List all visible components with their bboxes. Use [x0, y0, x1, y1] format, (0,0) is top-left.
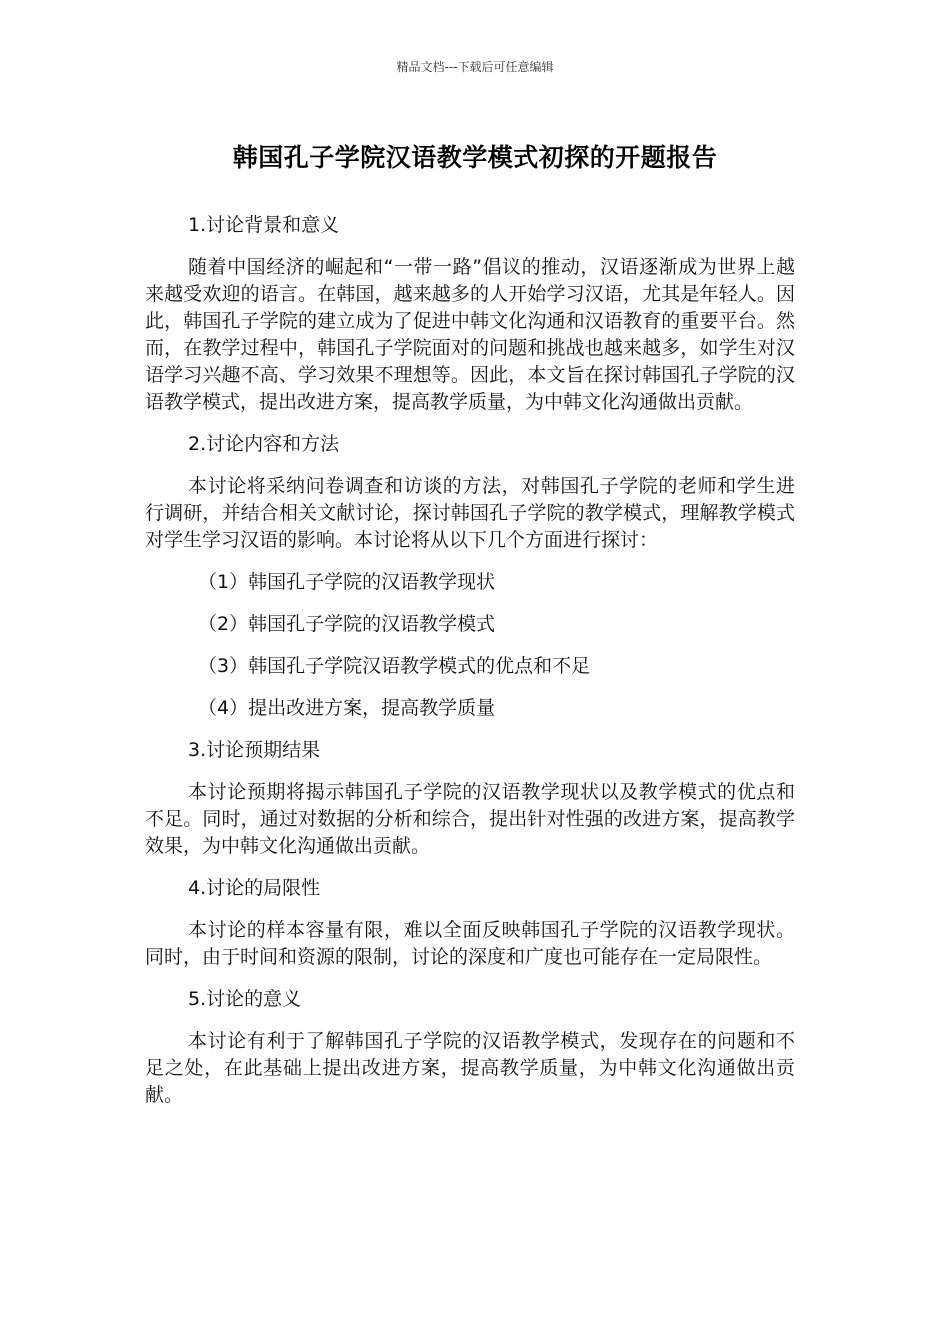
section-4-paragraph: 本讨论的样本容量有限，难以全面反映韩国孔子学院的汉语教学现状。同时，由于时间和资源的限制，讨论的深度和广度也可能存在一定局限性。 — [145, 919, 795, 968]
section-4-heading: 4.讨论的局限性 — [188, 877, 321, 899]
section-5-heading: 5.讨论的意义 — [188, 988, 302, 1010]
section-1-paragraph: 随着中国经济的崛起和“一带一路”倡议的推动，汉语逐渐成为世界上越来越受欢迎的语言。在韩国，越来越多的人开始学习汉语，尤其是年轻人。因此，韩国孔子学院的建立成为了促进中韩文化沟通和汉语教育的重要平台。然而，在教学过程中，韩国孔子学院面对的问题和挑战也越来越多，如学生对汉语学习兴趣不高、学习效果不理想等。因此，本文旨在探讨韩国孔子学院的汉语教学模式，提出改进方案，提高教学质量，为中韩文化沟通做出贡献。 — [145, 256, 795, 413]
section-3-paragraph: 本讨论预期将揭示韩国孔子学院的汉语教学现状以及教学模式的优点和不足。同时，通过对数据的分析和综合，提出针对性强的改进方案，提高教学效果，为中韩文化沟通做出贡献。 — [145, 781, 795, 857]
section-2-paragraph: 本讨论将采纳问卷调查和访谈的方法，对韩国孔子学院的老师和学生进行调研，并结合相关文献讨论，探讨韩国孔子学院的教学模式，理解教学模式对学生学习汉语的影响。本讨论将从以下几个方面进行探讨： — [145, 475, 795, 551]
section-2-list-item-2: （2）韩国孔子学院的汉语教学模式 — [198, 613, 496, 635]
section-3-heading: 3.讨论预期结果 — [188, 739, 321, 761]
section-2-list-item-4: （4）提出改进方案，提高教学质量 — [198, 697, 496, 719]
header-note: 精品文档---下载后可任意编辑 — [396, 60, 554, 74]
document-body — [145, 212, 795, 1124]
section-2-list-item-1: （1）韩国孔子学院的汉语教学现状 — [198, 571, 496, 593]
section-1-heading: 1.讨论背景和意义 — [188, 214, 340, 236]
document-title: 韩国孔子学院汉语教学模式初探的开题报告 — [232, 143, 718, 172]
section-2-heading: 2.讨论内容和方法 — [188, 433, 340, 455]
section-5-paragraph: 本讨论有利于了解韩国孔子学院的汉语教学模式，发现存在的问题和不足之处，在此基础上提出改进方案，提高教学质量，为中韩文化沟通做出贡献。 — [145, 1030, 795, 1106]
section-2-list-item-3: （3）韩国孔子学院汉语教学模式的优点和不足 — [198, 655, 591, 677]
